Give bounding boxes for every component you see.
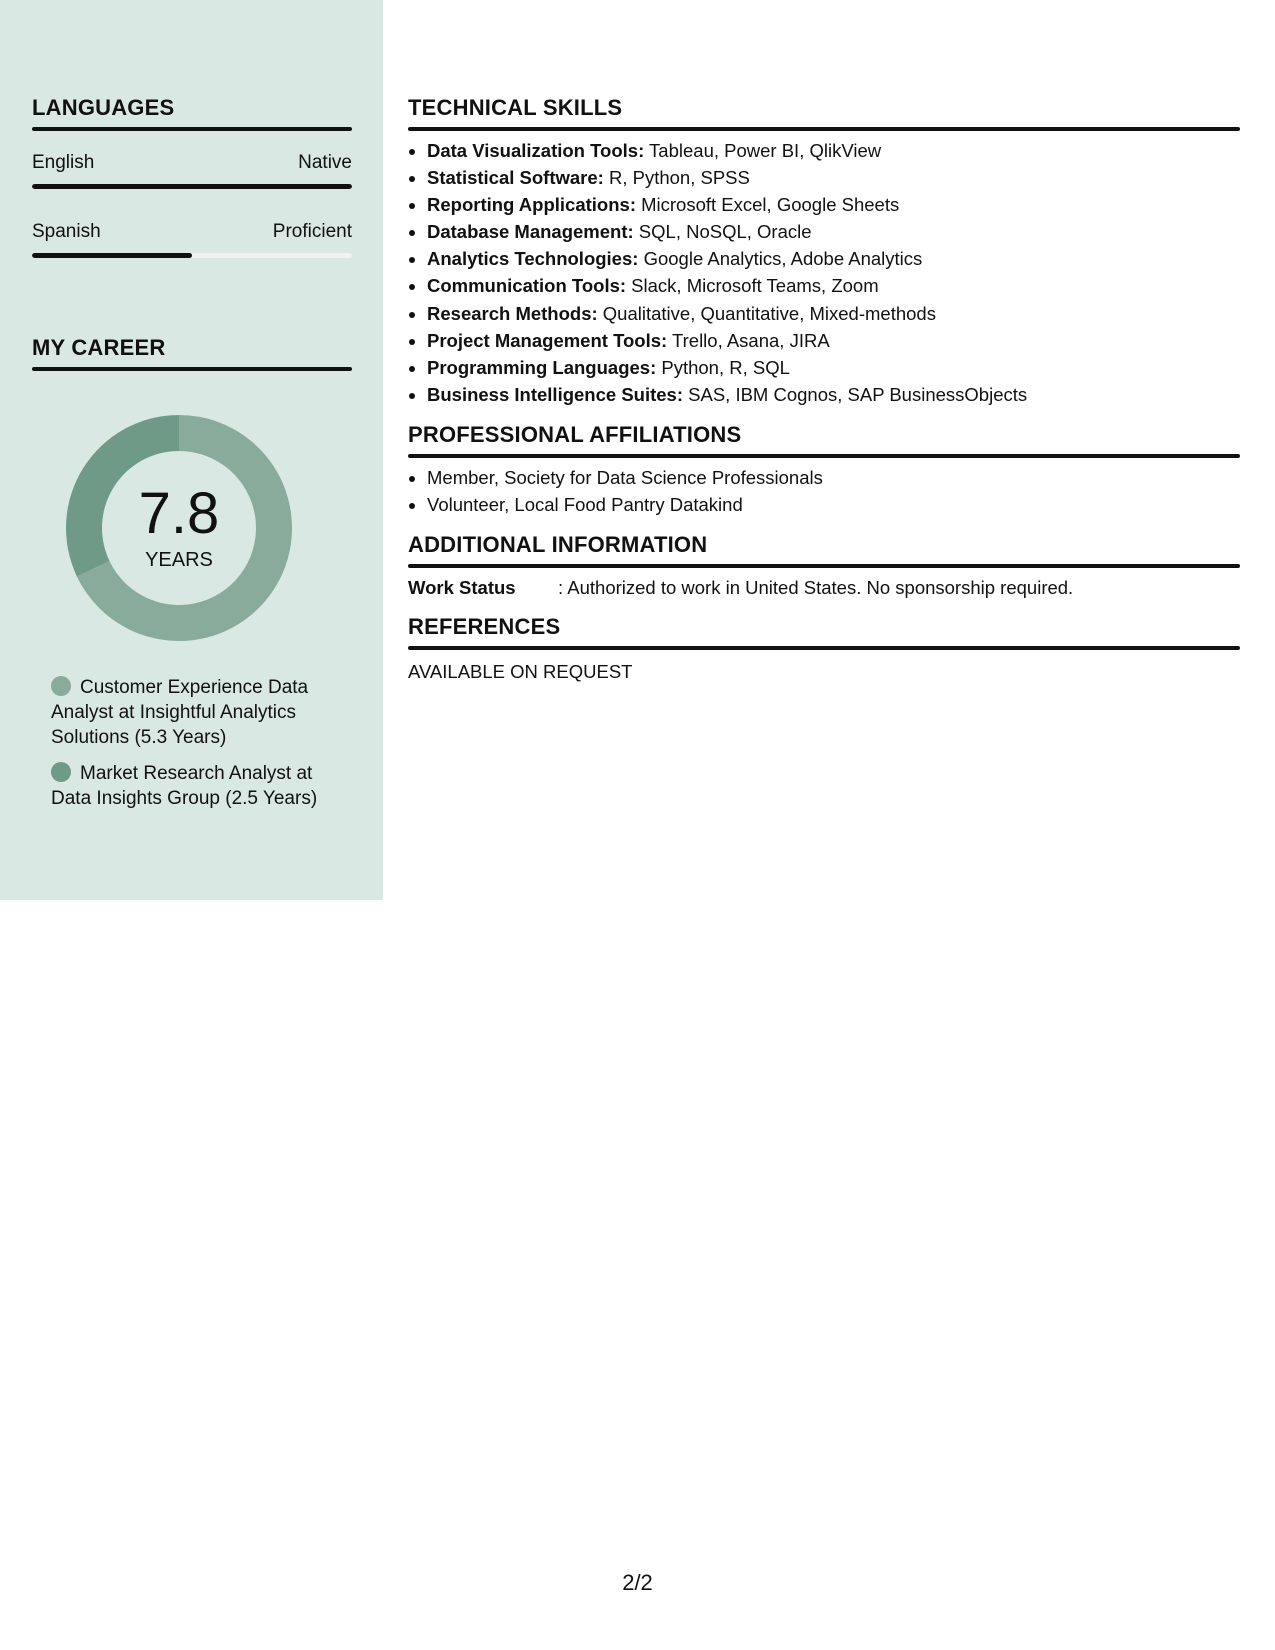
skill-category: Statistical Software: xyxy=(427,167,604,189)
language-level: Native xyxy=(298,152,352,173)
languages-section-header xyxy=(32,95,352,131)
technical-skills-list xyxy=(408,137,1240,408)
section-divider xyxy=(408,564,1240,568)
languages-title: LANGUAGES xyxy=(32,95,175,120)
list-item xyxy=(427,164,1240,191)
section-divider xyxy=(408,127,1240,131)
section-divider xyxy=(408,646,1240,650)
additional-info-title: ADDITIONAL INFORMATION xyxy=(408,532,708,557)
technical-skills-section xyxy=(408,95,1240,408)
legend-dot-icon xyxy=(51,676,71,696)
skill-values: Microsoft Excel, Google Sheets xyxy=(635,194,900,216)
skill-category: Reporting Applications: xyxy=(427,194,636,216)
language-name: English xyxy=(32,152,95,173)
page-number: 2/2 xyxy=(622,1570,653,1595)
skill-values: Google Analytics, Adobe Analytics xyxy=(638,248,923,270)
work-status-value: : Authorized to work in United States. No sponsorship required. xyxy=(558,577,1074,598)
affiliations-title: PROFESSIONAL AFFILIATIONS xyxy=(408,422,742,447)
list-item: • Member, Society for Data Science Professionals xyxy=(427,464,1240,491)
skill-category: Project Management Tools: xyxy=(427,329,668,351)
legend-label: Market Research Analyst at Data Insights Group (2.5 Years) xyxy=(51,763,318,809)
skill-values: SQL, NoSQL, Oracle xyxy=(633,221,812,243)
legend-item xyxy=(51,675,336,750)
additional-info-section xyxy=(408,532,1240,599)
work-status-row xyxy=(408,577,1240,599)
skill-values: Tableau, Power BI, QlikView xyxy=(644,140,882,161)
skill-category: Programming Languages: xyxy=(427,356,657,378)
list-item xyxy=(427,327,1240,354)
skill-category: Communication Tools: xyxy=(427,275,627,297)
language-row-english xyxy=(32,152,352,174)
career-title: MY CAREER xyxy=(32,335,166,360)
technical-skills-title: TECHNICAL SKILLS xyxy=(408,95,623,120)
section-divider xyxy=(32,367,352,371)
skill-category: Research Methods: xyxy=(427,302,598,324)
language-proficiency-bar xyxy=(32,184,352,189)
career-years-unit: YEARS xyxy=(145,549,213,571)
affiliations-section xyxy=(408,422,1240,518)
references-text: AVAILABLE ON REQUEST xyxy=(408,661,633,682)
skill-category: Data Visualization Tools: xyxy=(427,140,645,161)
legend-dot-icon xyxy=(51,762,71,782)
career-total-years: 7.8 xyxy=(138,481,220,546)
skill-values: Qualitative, Quantitative, Mixed-methods xyxy=(597,302,936,324)
list-item xyxy=(427,218,1240,245)
skill-values: Python, R, SQL xyxy=(656,356,790,378)
language-name: Spanish xyxy=(32,221,101,242)
section-divider xyxy=(32,127,352,131)
career-donut-chart xyxy=(66,415,292,641)
list-item xyxy=(427,245,1240,272)
skill-values: R, Python, SPSS xyxy=(603,167,750,189)
list-item xyxy=(427,354,1240,381)
language-row-spanish xyxy=(32,221,352,243)
language-level: Proficient xyxy=(272,221,352,242)
skill-category: Database Management: xyxy=(427,221,634,243)
references-title: REFERENCES xyxy=(408,614,561,639)
legend-item xyxy=(51,761,336,811)
skill-values: Slack, Microsoft Teams, Zoom xyxy=(626,275,879,297)
career-section-header xyxy=(32,335,352,371)
affiliations-list xyxy=(408,464,1240,518)
skill-category: Analytics Technologies: xyxy=(427,248,639,270)
legend-label: Customer Experience Data Analyst at Insightful Analytics Solutions (5.3 Years) xyxy=(51,677,309,748)
list-item xyxy=(427,272,1240,299)
list-item xyxy=(427,137,1240,164)
career-legend xyxy=(51,675,336,822)
section-divider xyxy=(408,454,1240,458)
work-status-label: Work Status xyxy=(408,577,516,598)
skill-values: SAS, IBM Cognos, SAP BusinessObjects xyxy=(683,383,1028,405)
skill-category: Business Intelligence Suites: xyxy=(427,383,683,405)
references-section xyxy=(408,614,1240,683)
sidebar xyxy=(0,0,383,900)
list-item: • Volunteer, Local Food Pantry Datakind xyxy=(427,491,1240,518)
language-proficiency-bar xyxy=(32,253,352,258)
language-proficiency-fill xyxy=(32,184,352,189)
language-proficiency-fill xyxy=(32,253,192,258)
skill-values: Trello, Asana, JIRA xyxy=(667,329,830,351)
list-item xyxy=(427,191,1240,218)
list-item xyxy=(427,381,1240,408)
list-item xyxy=(427,300,1240,327)
